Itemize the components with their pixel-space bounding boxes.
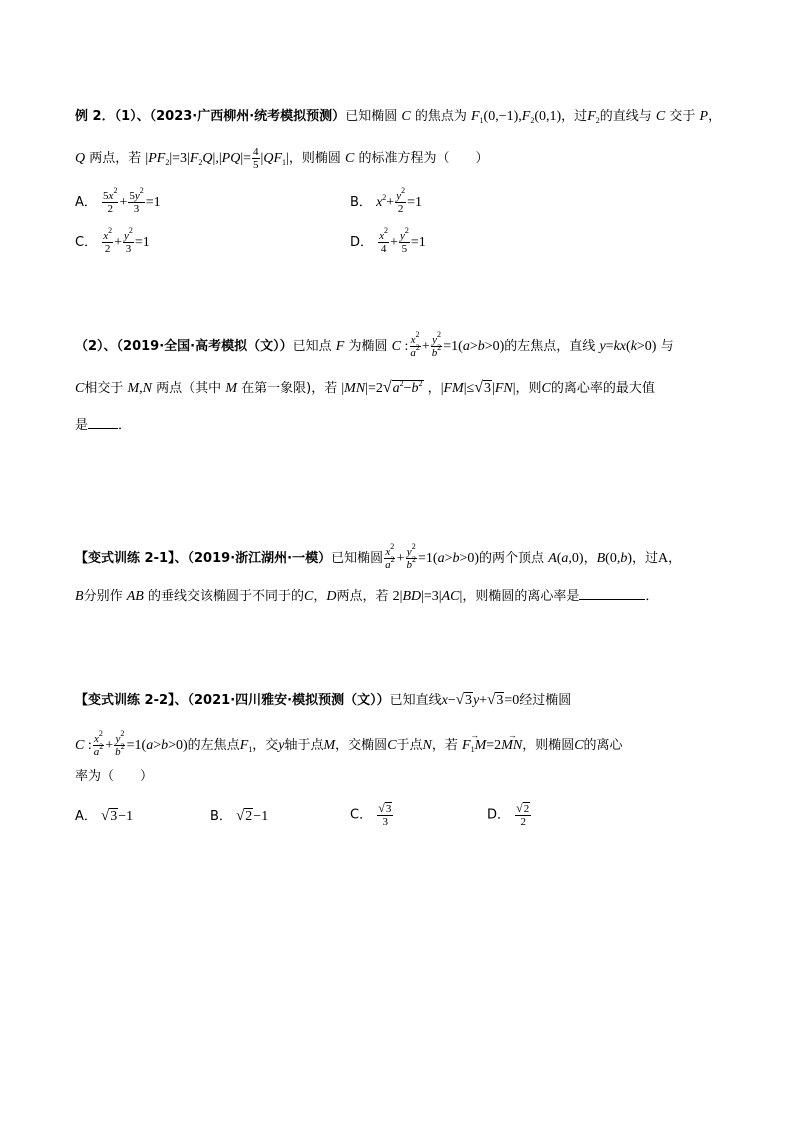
math: F: [335, 339, 345, 354]
text: 已知直线: [389, 693, 442, 708]
math: M: [323, 738, 336, 753]
option-b[interactable]: B． $x^2+$ $\frac{y^2}{2}$ =1: [350, 186, 422, 215]
math-condition: |FM|≤√3|FN|: [440, 379, 516, 396]
text: 的焦点为: [414, 109, 467, 124]
math: C: [303, 589, 314, 604]
option-b[interactable]: B． √2−1: [210, 808, 269, 824]
text: ．: [645, 589, 659, 604]
text: 的标准方程为（ ）: [358, 151, 489, 166]
text: ，交: [252, 738, 279, 753]
problem-number: （1）、: [114, 109, 150, 124]
option-label: C．: [75, 235, 98, 250]
option-a[interactable]: A． √3−1: [75, 808, 134, 824]
text: 已知椭圆: [345, 109, 398, 124]
v22-line1: [75, 690, 571, 711]
text: 相交于: [84, 381, 124, 396]
math-condition: 2|BD|=3|AC|: [392, 589, 463, 604]
math: B(0,b): [596, 551, 633, 566]
option-label: A．: [75, 195, 97, 210]
text: ，则椭圆: [522, 738, 575, 753]
text: 分别作: [83, 589, 123, 604]
text: ，过: [561, 109, 588, 124]
math: A: [658, 551, 669, 566]
math: C: [541, 381, 551, 396]
math-line: x−√3y+√3=0: [441, 692, 520, 708]
text: 的垂线交该椭圆于不同于的: [147, 589, 304, 604]
math: N: [422, 738, 432, 753]
answer-blank[interactable]: [579, 585, 645, 600]
text: 的左焦点: [187, 738, 240, 753]
problem-source: （2023·广西柳州·统考模拟预测）: [149, 109, 346, 124]
math: A(a,0): [548, 551, 584, 566]
text: ，则: [515, 381, 542, 396]
text: 与: [660, 339, 674, 354]
math: C: [574, 738, 584, 753]
text: 的离心率的最大值: [550, 381, 655, 396]
text: 两点，若: [89, 151, 142, 166]
text: 两点，若: [336, 589, 389, 604]
option-c[interactable]: C． $\frac{x^2}{2}$ + $\frac{y^2}{3}$ =1: [75, 226, 150, 255]
math: C: [344, 151, 355, 166]
variant-label: 【变式训练 2-2】: [75, 693, 175, 708]
v22-line3: [75, 767, 153, 787]
text: 两点（其中: [156, 381, 222, 396]
v21-line1: 【变式训练 2-1】、（2019·浙江湖州·一模）已知椭圆 $\frac{x^2}{a^2}$ + $\frac{y^2}{b^2}$ =1(a>b>0)的两个顶点 A(a,0)，B(0,b)，过A，: [75, 542, 682, 571]
math: $F_2$: [587, 109, 600, 125]
text: ，交椭圆: [335, 738, 388, 753]
math: AB: [126, 589, 144, 604]
text: ，则椭圆: [288, 151, 341, 166]
problem-source: （2019·全国·高考模拟（文））: [116, 339, 293, 354]
variant-label: 【变式训练 2-1】: [75, 551, 175, 566]
math: C :: [391, 339, 409, 354]
math: C: [387, 738, 397, 753]
text: 交于: [669, 109, 696, 124]
math: y: [278, 738, 285, 753]
ex2-p2-line2: C相交于 M,N 两点（其中 M 在第一象限)，若 $|MN|=2√a^2-b^2$ ，|FM|≤√3|FN|，则C的离心率的最大值: [75, 379, 655, 396]
option-label: D．: [350, 235, 374, 250]
text: 经过椭圆: [519, 693, 572, 708]
ex2-p1-line2: [75, 146, 488, 171]
v21-line2: B分别作 AB 的垂线交该椭圆于不同于的C，D两点，若 2|BD|=3|AC|，则椭圆的离心率是 ．: [75, 585, 658, 607]
text: ．: [118, 418, 132, 433]
problem-source: 、（2021·四川雅安·模拟预测（文））: [174, 693, 390, 708]
ex2-p2-line1: （2）、（2019·全国·高考模拟（文））已知点 F 为椭圆 C : $\frac{x^2}{a^2}$ + $\frac{y^2}{b^2}$ =1(a>b>0)的左焦点，直线 y=kx(k>0) 与: [75, 330, 674, 359]
option-label: C．: [350, 807, 373, 823]
option-c[interactable]: C． $\frac{√3}{3}$: [350, 801, 392, 828]
math: B: [75, 589, 84, 604]
math: D: [326, 589, 337, 604]
text: 率为（ ）: [75, 769, 154, 784]
math: C: [75, 381, 85, 396]
text: ，: [668, 551, 682, 566]
text: 已知椭圆: [331, 551, 384, 566]
math: C: [401, 109, 411, 124]
math: Q: [75, 151, 86, 166]
text: ，过: [632, 551, 659, 566]
math: $F_1$: [239, 738, 253, 754]
text: ，则椭圆的离心率是: [462, 589, 580, 604]
math: C: [655, 109, 666, 124]
problem-source: 、（2019·浙江湖州·一模）: [174, 551, 332, 566]
option-label: A．: [75, 809, 97, 824]
v22-line2: C : $\frac{x^2}{a^2}$ + $\frac{y^2}{b^2}$ =1(a>b>0)的左焦点$F_1$，交y轴于点M，交椭圆C于点N，若 → $F_1M=2\to$ MN，则椭圆C的离心: [75, 733, 623, 758]
text: 的离心: [583, 738, 623, 753]
math: M: [225, 381, 237, 396]
option-label: B．: [350, 195, 372, 210]
text: 于点: [396, 738, 423, 753]
math: C :: [75, 738, 92, 753]
math: $|QF_1|$: [260, 151, 289, 167]
text: 在第一象限)，若: [241, 381, 338, 396]
math-condition: $|MN|=2√a^2-b^2$: [341, 379, 423, 396]
text: 轴于点: [284, 738, 324, 753]
text: 的两个顶点: [479, 551, 545, 566]
text: 是: [75, 418, 89, 433]
option-label: D．: [487, 807, 511, 823]
math: y=kx(k>0): [599, 339, 657, 354]
text: 已知点: [292, 339, 332, 354]
math-vector-condition: → $F_1M=2\to$ MN: [462, 738, 522, 753]
ex2-p1-line1: 例 2．（1）、（2023·广西柳州·统考模拟预测）已知椭圆 C 的焦点为 $F_1(0,-1),F_2(0,1)$，过$F_2$的直线与 C 交于 P，: [75, 109, 722, 125]
text: 的直线与: [599, 109, 652, 124]
math: M: [127, 381, 140, 396]
ex2-p2-line3: [75, 414, 131, 436]
option-label: B．: [210, 809, 232, 824]
text: 为椭圆: [348, 339, 388, 354]
math-foci: $F_1(0,-1),F_2(0,1)$: [470, 109, 562, 125]
option-d[interactable]: D． $\frac{√2}{2}$: [487, 801, 530, 828]
answer-blank[interactable]: [88, 414, 118, 429]
text: 的左焦点，直线: [504, 339, 596, 354]
problem-number: （2）、: [75, 339, 117, 354]
text: ，若: [431, 738, 458, 753]
option-d[interactable]: D． $\frac{x^2}{4}$ + $\frac{y^2}{5}$ =1: [350, 226, 426, 255]
fraction: $\frac{4}{5}$: [253, 146, 259, 171]
example-label: 例 2．: [75, 109, 115, 124]
option-a[interactable]: A． $\frac{5x^2}{2}$ + $\frac{5y^2}{3}$ =1: [75, 186, 161, 215]
math: P: [699, 109, 709, 124]
math-condition: $|PF_2|=3|F_2Q|,|PQ|=$: [145, 151, 252, 167]
